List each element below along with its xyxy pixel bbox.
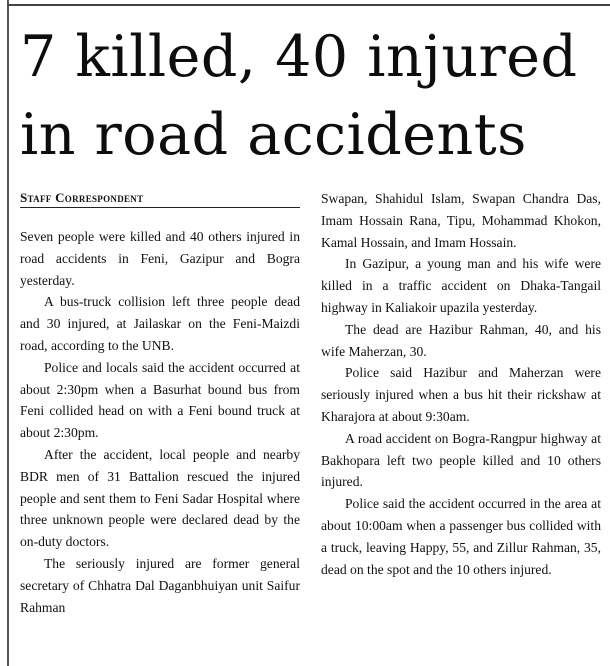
byline-underline	[20, 207, 300, 208]
headline	[20, 18, 605, 174]
paragraph: Police and locals said the accident occurred at about 2:30pm when a Basurhat bound bus from Feni collided head on with a Feni bound truck at about 2:30pm.	[20, 359, 300, 441]
paragraph: Police said the accident occurred in the area at about 10:00am when a passenger bus collided with a truck, leaving Happy, 55, and Zillur Rahman, 35, dead on the spot and the 10 others injured.	[321, 496, 601, 577]
top-rule	[7, 4, 610, 6]
article-column-2	[321, 188, 601, 666]
paragraph: A bus-truck collision left three people dead and 30 injured, at Jailaskar on the Feni-Maizdi road, according to the UNB.	[20, 294, 300, 353]
paragraph: A road accident on Bogra-Rangpur highway at Bakhopara left two people killed and 10 others injured.	[321, 430, 601, 490]
headline-line-2: in road accidents	[20, 102, 527, 168]
paragraph: The seriously injured are former general secretary of Chhatra Dal Daganbhuiyan unit Saifur Rahman	[20, 555, 300, 615]
article-column-1	[20, 226, 300, 666]
byline: Staff Correspondent	[20, 190, 144, 205]
paragraph: After the accident, local people and nearby BDR men of 31 Battalion rescued the injured people and sent them to Feni Sadar Hospital where three unknown people were declared dead by the on-duty doctors.	[20, 446, 300, 550]
paragraph: In Gazipur, a young man and his wife were killed in a traffic accident on Dhaka-Tangail highway in Kaliakoir upazila yesterday.	[321, 256, 601, 315]
paragraph: Seven people were killed and 40 others injured in road accidents in Feni, Gazipur and Bogra yesterday.	[20, 229, 300, 288]
paragraph: Police said Hazibur and Maherzan were seriously injured when a bus hit their rickshaw at Kharajora at about 9:30am.	[321, 365, 601, 424]
paragraph: The dead are Hazibur Rahman, 40, and his wife Maherzan, 30.	[321, 321, 601, 359]
paragraph: Swapan, Shahidul Islam, Swapan Chandra Das, Imam Hossain Rana, Tipu, Mohammad Khokon, Kamal Hossain, and Imam Hossain.	[321, 191, 601, 250]
headline-line-1: 7 killed, 40 injured	[20, 24, 578, 90]
left-column-rule	[7, 0, 9, 666]
